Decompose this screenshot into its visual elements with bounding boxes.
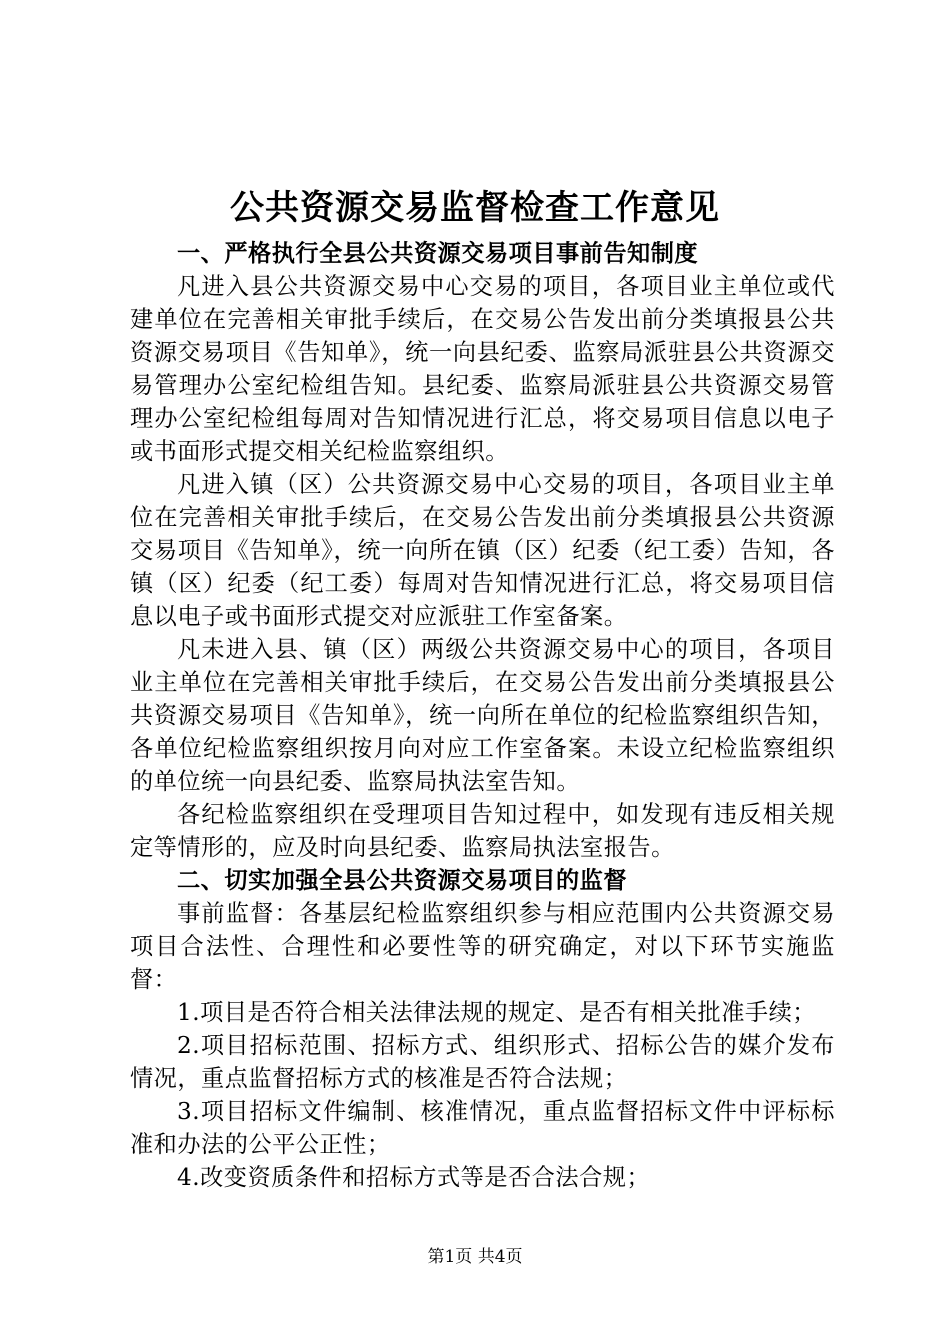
paragraph: 凡进入县公共资源交易中心交易的项目，各项目业主单位或代建单位在完善相关审批手续后，在交易公告发出前分类填报县公共资源交易项目《告知单》，统一向县纪委、监察局派驻县公共资源交易管理办公室纪检组告知。县纪委、监察局派驻县公共资源交易管理办公室纪检组每周对告知情况进行汇总，将交易项目信息以电子或书面形式提交相关纪检监察组织。	[130, 273, 835, 465]
list-item: 1.项目是否符合相关法律法规的规定、是否有相关批准手续；	[177, 999, 816, 1026]
section-heading-2: 二、切实加强全县公共资源交易项目的监督	[177, 867, 628, 894]
list-item: 3.项目招标文件编制、核准情况，重点监督招标文件中评标标准和办法的公平公正性；	[130, 1098, 835, 1158]
list-item: 4.改变资质条件和招标方式等是否合法合规；	[177, 1164, 651, 1191]
document-body	[130, 237, 835, 1194]
paragraph: 各纪检监察组织在受理项目告知过程中，如发现有违反相关规定等情形的，应及时向县纪委、监察局执法室报告。	[130, 801, 835, 861]
list-item: 2.项目招标范围、招标方式、组织形式、招标公告的媒介发布情况，重点监督招标方式的核准是否符合法规；	[130, 1032, 835, 1092]
paragraph: 凡进入镇（区）公共资源交易中心交易的项目，各项目业主单位在完善相关审批手续后，在交易公告发出前分类填报县公共资源交易项目《告知单》，统一向所在镇（区）纪委（纪工委）告知，各镇（区）纪委（纪工委）每周对告知情况进行汇总，将交易项目信息以电子或书面形式提交对应派驻工作室备案。	[130, 471, 835, 630]
paragraph: 事前监督：各基层纪检监察组织参与相应范围内公共资源交易项目合法性、合理性和必要性等的研究确定，对以下环节实施监督：	[130, 900, 835, 993]
page-number-footer: 第1页 共4页	[427, 1247, 523, 1267]
section-heading-1: 一、严格执行全县公共资源交易项目事前告知制度	[177, 240, 699, 267]
document-title: 公共资源交易监督检查工作意见	[230, 188, 720, 228]
paragraph: 凡未进入县、镇（区）两级公共资源交易中心的项目，各项目业主单位在完善相关审批手续后，在交易公告发出前分类填报县公共资源交易项目《告知单》，统一向所在单位的纪检监察组织告知，各单位纪检监察组织按月向对应工作室备案。未设立纪检监察组织的单位统一向县纪委、监察局执法室告知。	[130, 636, 835, 795]
